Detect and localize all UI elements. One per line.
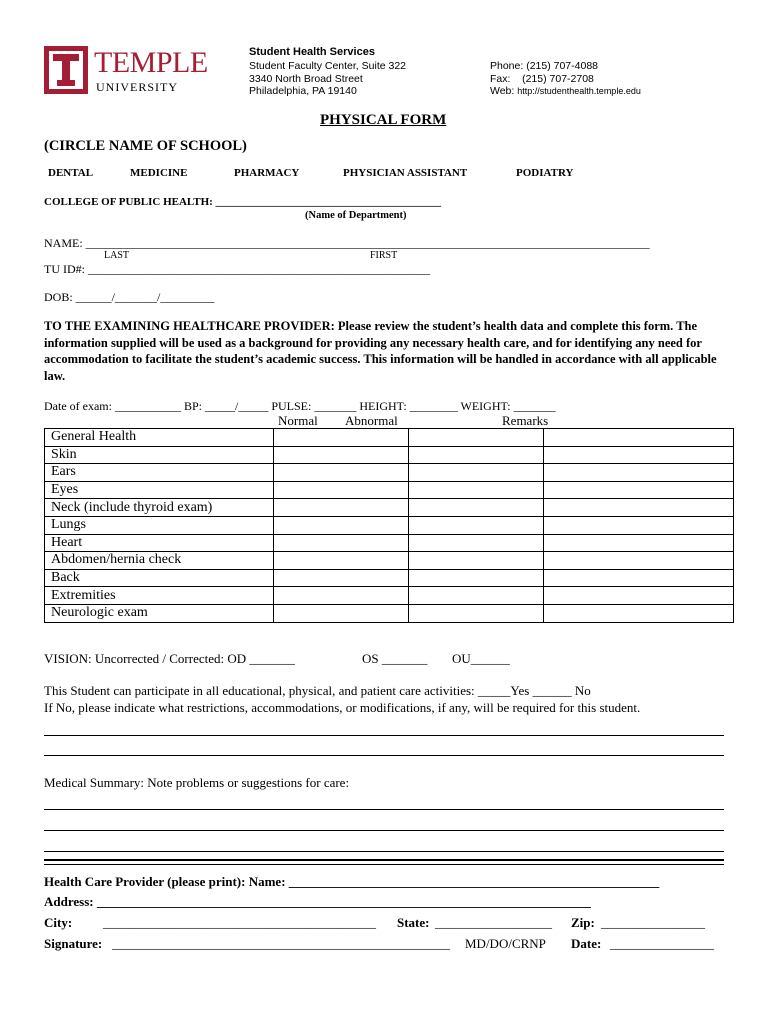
restrictions-line-1[interactable]	[44, 735, 724, 736]
remarks-cell[interactable]	[544, 481, 734, 499]
separator-bottom	[44, 864, 724, 865]
exam-item-label: Eyes	[45, 481, 274, 499]
abnormal-cell[interactable]	[409, 446, 544, 464]
department-caption: (Name of Department)	[305, 210, 407, 221]
zip-input[interactable]: ________________	[601, 915, 705, 930]
normal-cell[interactable]	[274, 429, 409, 447]
remarks-cell[interactable]	[544, 464, 734, 482]
remarks-cell[interactable]	[544, 446, 734, 464]
exam-item-label: Neurologic exam	[45, 604, 274, 622]
vision-ou-field[interactable]: OU______	[452, 651, 510, 666]
logo-wordmark: TEMPLE	[94, 46, 208, 79]
logo-university: UNIVERSITY	[96, 80, 178, 94]
medical-summary-line-3[interactable]	[44, 851, 724, 852]
last-name-caption: LAST	[104, 250, 129, 261]
medical-summary-line-2[interactable]	[44, 830, 724, 831]
normal-cell[interactable]	[274, 552, 409, 570]
remarks-cell[interactable]	[544, 552, 734, 570]
provider-notice: TO THE EXAMINING HEALTHCARE PROVIDER: Please review the student’s health data and complete this form. The information supplied will be used as a background for providing any necessary health care, and for identifying any need for accommodation to facilitate the student’s academic success. This information will be handled in accordance with all applicable law.	[44, 319, 717, 383]
normal-cell[interactable]	[274, 464, 409, 482]
normal-cell[interactable]	[274, 604, 409, 622]
restrictions-instruction: If No, please indicate what restrictions, accommodations, or modifications, if any, will be required for this student.	[44, 700, 641, 715]
state-label: State:	[397, 915, 430, 930]
college-public-health-field[interactable]: COLLEGE OF PUBLIC HEALTH: _________________________________________	[44, 196, 442, 208]
abnormal-cell[interactable]	[409, 481, 544, 499]
table-row	[45, 446, 734, 464]
vision-od-field[interactable]: VISION: Uncorrected / Corrected: OD _______	[44, 651, 295, 666]
tu-id-field[interactable]: TU ID#: _________________________________________________________	[44, 262, 430, 276]
org-contact	[490, 60, 641, 98]
table-row	[45, 481, 734, 499]
medical-summary-label: Medical Summary: Note problems or suggestions for care:	[44, 775, 350, 790]
address-line-2: 3340 North Broad Street	[249, 72, 363, 85]
provider-address-row	[44, 894, 591, 910]
normal-cell[interactable]	[274, 516, 409, 534]
address-input[interactable]: ____________________________________________________________________________	[96, 894, 591, 909]
school-option-medicine[interactable]: MEDICINE	[130, 167, 188, 179]
date-input[interactable]: ________________	[610, 936, 714, 951]
table-row	[45, 569, 734, 587]
exam-item-label: Ears	[45, 464, 274, 482]
remarks-cell[interactable]	[544, 429, 734, 447]
address-line-3: Philadelphia, PA 19140	[249, 85, 357, 97]
separator-top	[44, 859, 724, 861]
provider-name-input[interactable]: _________________________________________________________	[288, 874, 660, 889]
normal-cell[interactable]	[274, 481, 409, 499]
normal-cell[interactable]	[274, 569, 409, 587]
web-text	[490, 85, 641, 98]
exam-item-label: Lungs	[45, 516, 274, 534]
abnormal-cell[interactable]	[409, 516, 544, 534]
dob-field[interactable]: DOB: ______/_______/_________	[44, 290, 215, 304]
table-row	[45, 516, 734, 534]
city-input[interactable]: __________________________________________	[103, 915, 376, 930]
normal-cell[interactable]	[274, 587, 409, 605]
remarks-cell[interactable]	[544, 516, 734, 534]
temple-t-logo-icon	[44, 46, 88, 94]
school-option-podiatry[interactable]: PODIATRY	[516, 167, 574, 179]
first-name-caption: FIRST	[370, 250, 398, 261]
form-title: PHYSICAL FORM	[320, 112, 447, 128]
exam-item-label: Back	[45, 569, 274, 587]
remarks-cell[interactable]	[544, 604, 734, 622]
abnormal-cell[interactable]	[409, 552, 544, 570]
abnormal-cell[interactable]	[409, 464, 544, 482]
fax-text: Fax: (215) 707-2708	[490, 72, 594, 85]
credentials-text: MD/DO/CRNP	[465, 936, 546, 951]
signature-label: Signature:	[44, 936, 103, 951]
exam-item-label: Neck (include thyroid exam)	[45, 499, 274, 517]
abnormal-cell[interactable]	[409, 569, 544, 587]
col-header-remarks: Remarks	[502, 413, 549, 428]
exam-item-label: Heart	[45, 534, 274, 552]
table-row	[45, 464, 734, 482]
name-field[interactable]: NAME: ______________________________________________________________________________________________	[44, 236, 650, 250]
remarks-cell[interactable]	[544, 569, 734, 587]
exam-item-label: Skin	[45, 446, 274, 464]
col-header-abnormal: Abnormal	[345, 413, 398, 428]
remarks-cell[interactable]	[544, 499, 734, 517]
participation-question[interactable]: This Student can participate in all educational, physical, and patient care activities: _____Yes ______ No	[44, 683, 591, 698]
table-row	[45, 587, 734, 605]
abnormal-cell[interactable]	[409, 587, 544, 605]
normal-cell[interactable]	[274, 446, 409, 464]
vitals-fields[interactable]: Date of exam: ___________ BP: _____/_____ PULSE: _______ HEIGHT: ________ WEIGHT: _______	[44, 399, 556, 413]
org-name: Student Health Services	[249, 46, 375, 58]
provider-name-row	[44, 874, 659, 890]
table-row	[45, 429, 734, 447]
normal-cell[interactable]	[274, 534, 409, 552]
phone-text: Phone: (215) 707-4088	[490, 60, 598, 72]
table-row	[45, 534, 734, 552]
table-row	[45, 604, 734, 622]
table-row	[45, 499, 734, 517]
web-label: Web:	[490, 85, 515, 97]
date-label: Date:	[571, 936, 602, 951]
exam-item-label: General Health	[45, 429, 274, 447]
address-label: Address:	[44, 894, 94, 909]
school-option-physician-assistant[interactable]: PHYSICIAN ASSISTANT	[343, 167, 468, 179]
remarks-cell[interactable]	[544, 534, 734, 552]
normal-cell[interactable]	[274, 499, 409, 517]
zip-label: Zip:	[571, 915, 595, 930]
col-header-normal: Normal	[278, 413, 318, 428]
address-line-1: Student Faculty Center, Suite 322	[249, 60, 407, 72]
org-address	[249, 60, 406, 98]
exam-item-label: Abdomen/hernia check	[45, 552, 274, 570]
vision-os-field[interactable]: OS _______	[362, 651, 428, 666]
remarks-cell[interactable]	[544, 587, 734, 605]
city-label: City:	[44, 915, 73, 930]
state-input[interactable]: __________________	[435, 915, 552, 930]
table-row	[45, 552, 734, 570]
abnormal-cell[interactable]	[409, 534, 544, 552]
school-option-pharmacy[interactable]: PHARMACY	[234, 167, 300, 179]
provider-name-label: Health Care Provider (please print): Name:	[44, 874, 289, 889]
exam-table	[44, 428, 734, 623]
abnormal-cell[interactable]	[409, 499, 544, 517]
temple-logo	[44, 46, 224, 96]
school-option-dental[interactable]: DENTAL	[48, 167, 94, 179]
exam-item-label: Extremities	[45, 587, 274, 605]
signature-input[interactable]: ____________________________________________________	[112, 936, 450, 951]
restrictions-line-2[interactable]	[44, 755, 724, 756]
abnormal-cell[interactable]	[409, 604, 544, 622]
school-heading: (CIRCLE NAME OF SCHOOL)	[44, 138, 247, 154]
medical-summary-line-1[interactable]	[44, 809, 724, 810]
web-link[interactable]: http://studenthealth.temple.edu	[517, 86, 641, 96]
abnormal-cell[interactable]	[409, 429, 544, 447]
